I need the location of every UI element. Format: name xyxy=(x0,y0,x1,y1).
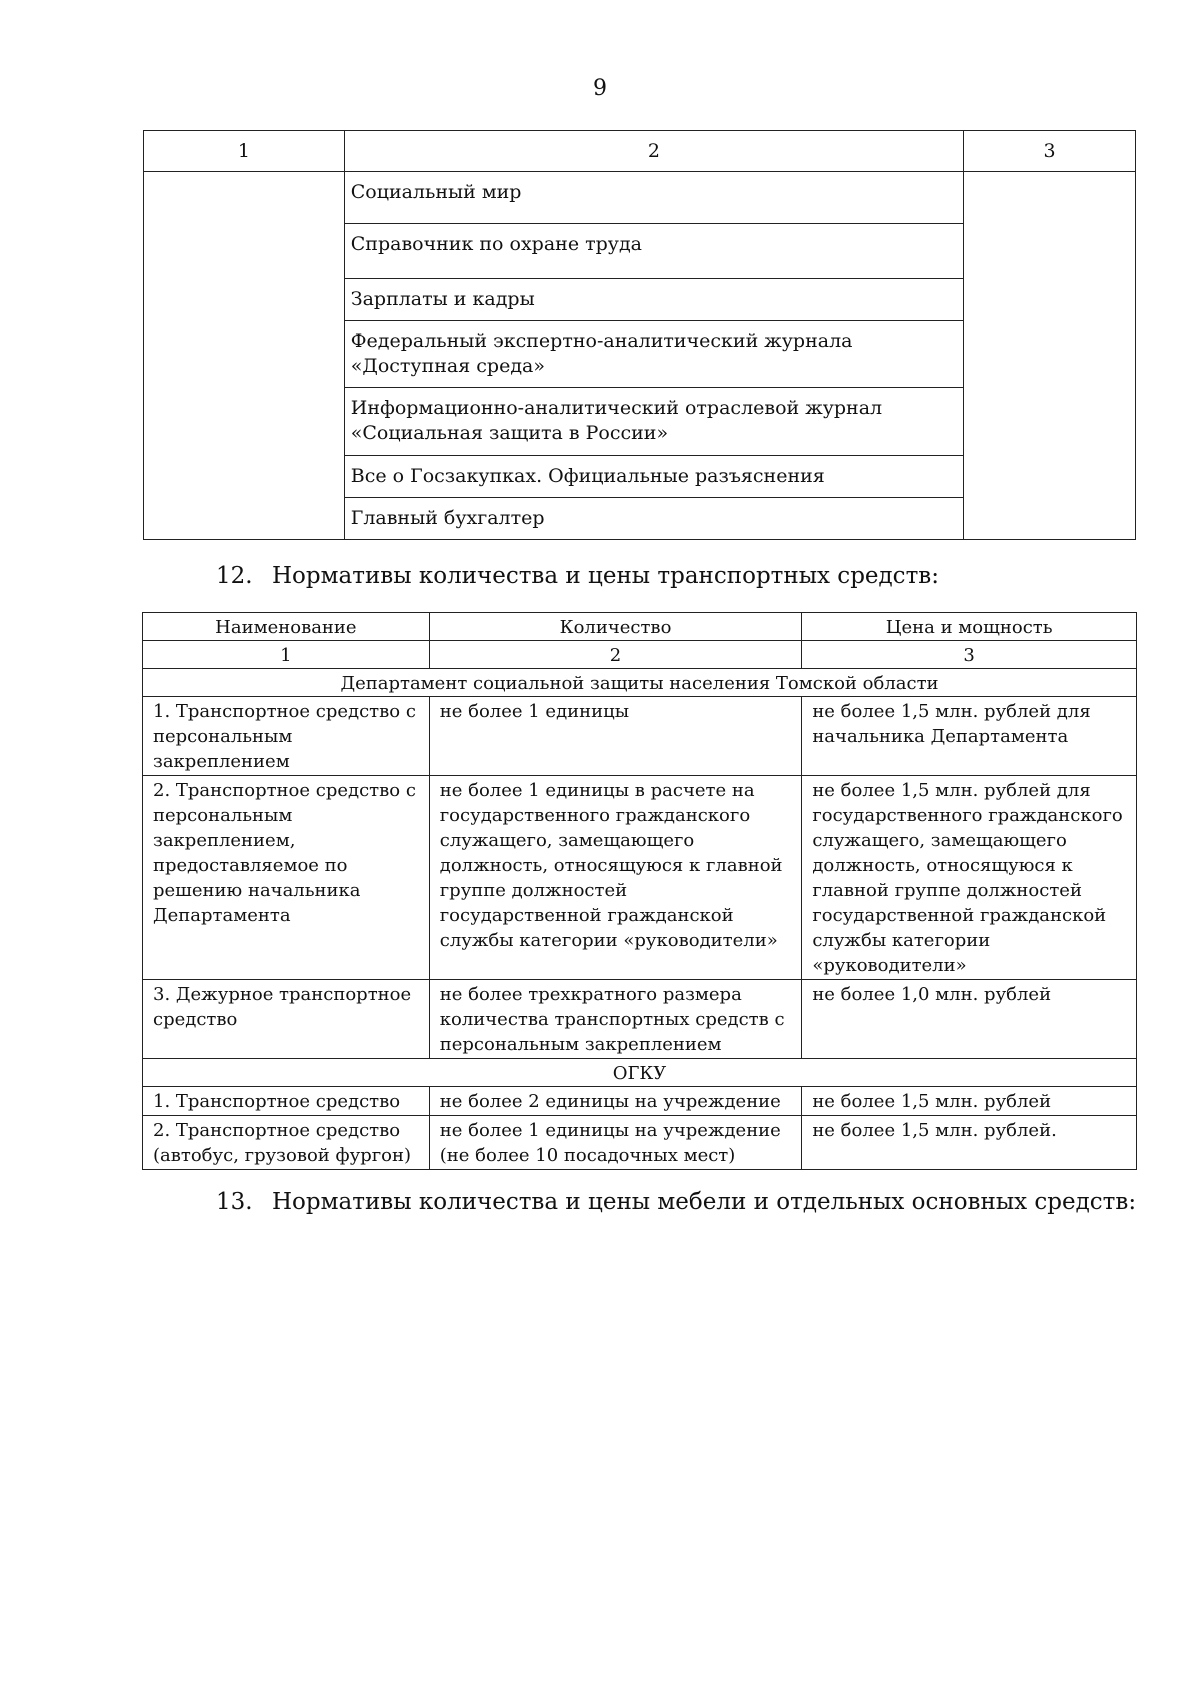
header-cell: Цена и мощность xyxy=(802,613,1137,641)
header-cell: Наименование xyxy=(143,613,430,641)
item-name: 1. Транспортное средство с персональным закреплением xyxy=(143,697,430,776)
item-price: не более 1,5 млн. рублей для начальника Департамента xyxy=(802,697,1137,776)
item-quantity: не более 1 единицы на учреждение (не более 10 посадочных мест) xyxy=(429,1116,802,1170)
group-title-row xyxy=(143,669,1137,697)
transport-norms-table xyxy=(142,612,1137,1170)
table-row xyxy=(143,776,1137,980)
group-title-row xyxy=(143,1059,1137,1087)
table-row xyxy=(143,697,1137,776)
publication-name: Справочник по охране труда xyxy=(344,224,963,279)
publication-name: Информационно-аналитический отраслевой журнал «Социальная защита в России» xyxy=(344,388,963,456)
page-number: 9 xyxy=(593,76,607,101)
item-name: 2. Транспортное средство (автобус, грузовой фургон) xyxy=(143,1116,430,1170)
column-number: 1 xyxy=(143,641,430,669)
publication-name: Зарплаты и кадры xyxy=(344,279,963,321)
empty-cell xyxy=(144,172,345,540)
group-title: ОГКУ xyxy=(143,1059,1137,1087)
column-number: 3 xyxy=(802,641,1137,669)
publication-name: Федеральный экспертно-аналитический журнала «Доступная среда» xyxy=(344,321,963,388)
header-cell: Количество xyxy=(429,613,802,641)
table-row xyxy=(143,1116,1137,1170)
publication-name: Социальный мир xyxy=(344,172,963,224)
item-name: 1. Транспортное средство xyxy=(143,1087,430,1116)
item-price: не более 1,5 млн. рублей. xyxy=(802,1116,1137,1170)
section-title: Нормативы количества и цены транспортных средств: xyxy=(272,563,939,589)
column-number-row xyxy=(143,641,1137,669)
item-quantity: не более трехкратного размера количества транспортных средств с персональным закреплением xyxy=(429,980,802,1059)
section-12-heading xyxy=(216,563,939,589)
item-price: не более 1,5 млн. рублей xyxy=(802,1087,1137,1116)
item-quantity: не более 1 единицы xyxy=(429,697,802,776)
item-name: 3. Дежурное транспортное средство xyxy=(143,980,430,1059)
table-header-row xyxy=(144,131,1136,172)
item-quantity: не более 1 единицы в расчете на государственного гражданского служащего, замещающего должность, относящуюся к главной группе должностей государственной гражданской службы категории «руководители» xyxy=(429,776,802,980)
column-number: 2 xyxy=(429,641,802,669)
table-row xyxy=(143,1087,1137,1116)
item-quantity: не более 2 единицы на учреждение xyxy=(429,1087,802,1116)
publication-name: Все о Госзакупках. Официальные разъяснения xyxy=(344,456,963,498)
header-cell: 1 xyxy=(144,131,345,172)
item-price: не более 1,5 млн. рублей для государственного гражданского служащего, замещающего должность, относящуюся к главной группе должностей государственной гражданской службы категории «руководители» xyxy=(802,776,1137,980)
group-title: Департамент социальной защиты населения Томской области xyxy=(143,669,1137,697)
header-cell: 2 xyxy=(344,131,963,172)
periodicals-table xyxy=(143,130,1136,540)
item-price: не более 1,0 млн. рублей xyxy=(802,980,1137,1059)
table-row xyxy=(144,172,1136,224)
header-cell: 3 xyxy=(964,131,1136,172)
empty-cell xyxy=(964,172,1136,540)
section-title: Нормативы количества и цены мебели и отдельных основных средств: xyxy=(272,1189,1137,1215)
item-name: 2. Транспортное средство с персональным закреплением, предоставляемое по решению начальника Департамента xyxy=(143,776,430,980)
section-number: 13. xyxy=(216,1189,253,1215)
section-number: 12. xyxy=(216,563,253,589)
section-13-heading xyxy=(216,1189,1136,1215)
publication-name: Главный бухгалтер xyxy=(344,498,963,540)
table-row xyxy=(143,980,1137,1059)
table-header-row xyxy=(143,613,1137,641)
